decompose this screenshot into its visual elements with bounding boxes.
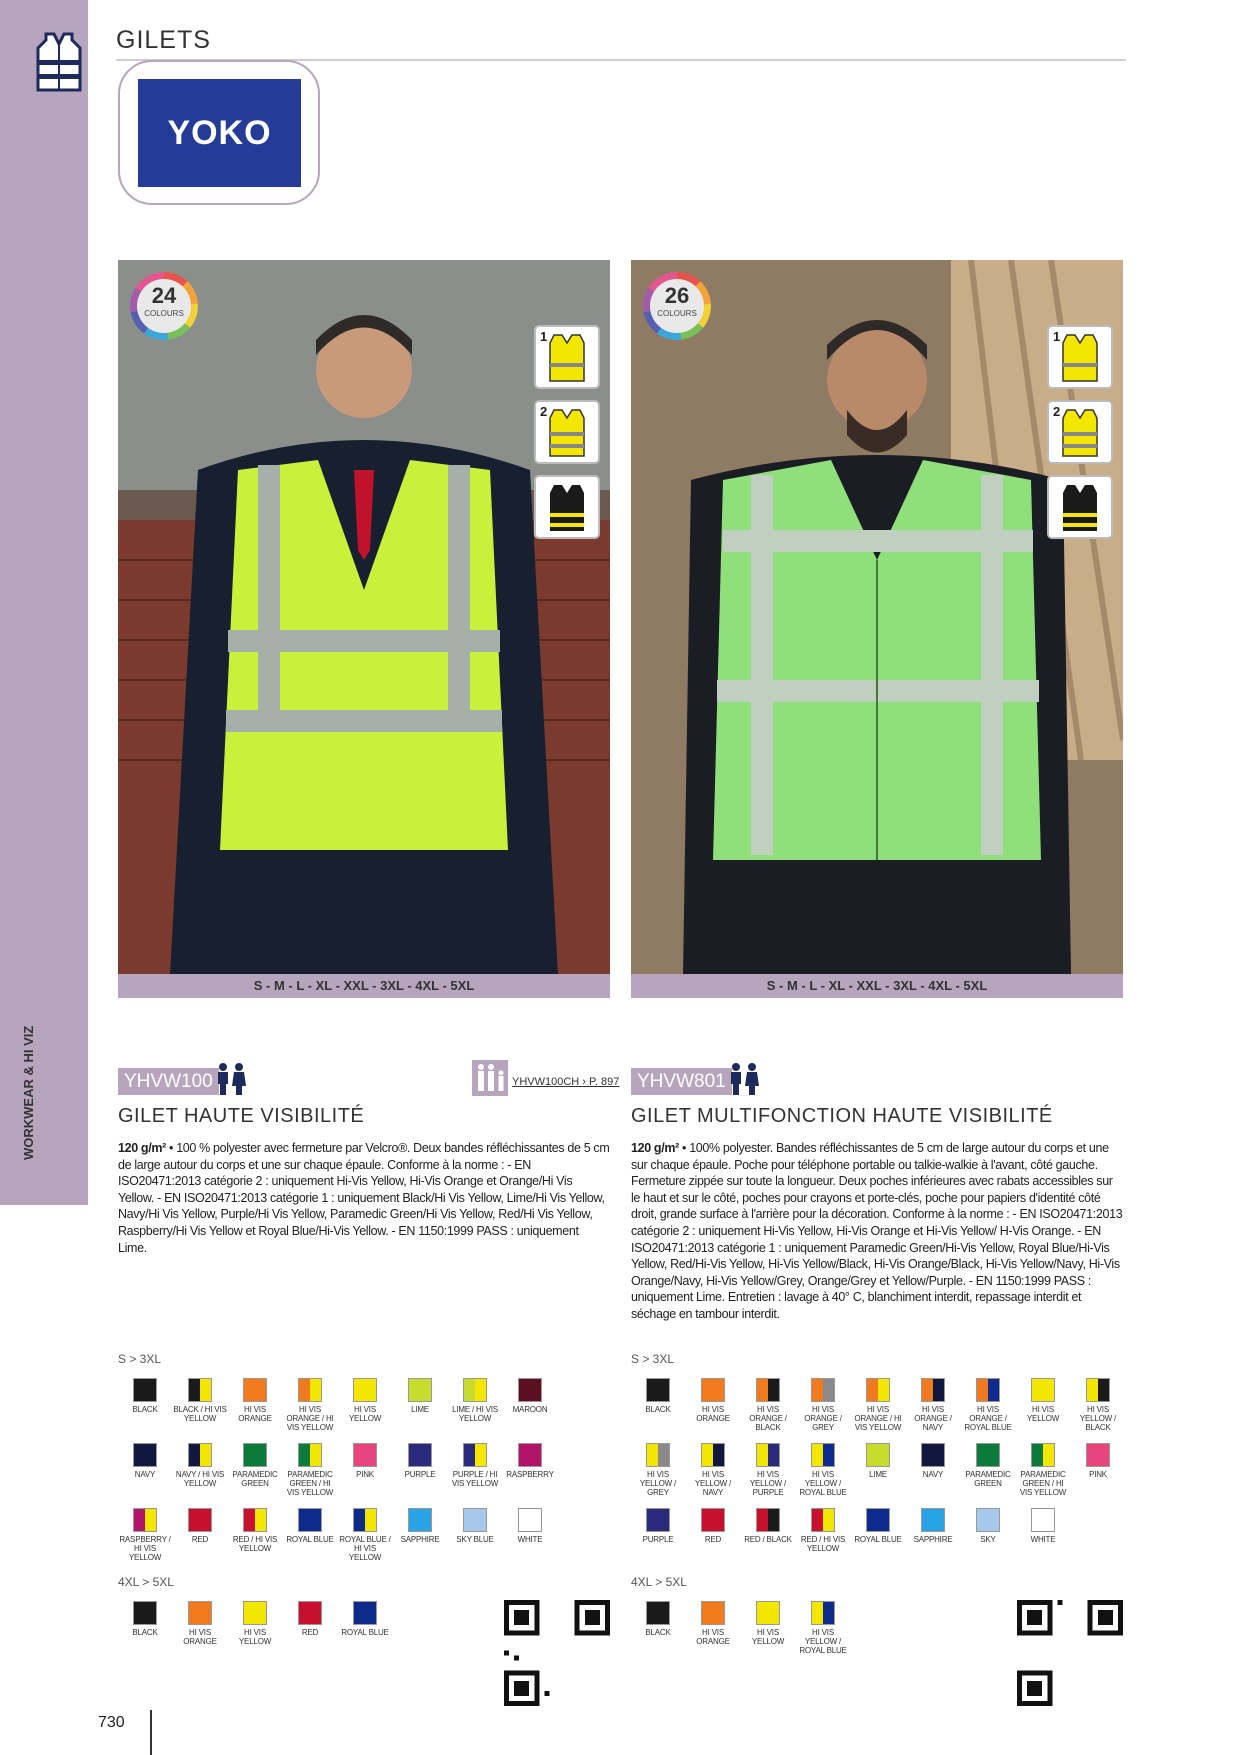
colour-chip <box>976 1443 1000 1467</box>
colour-chip <box>353 1378 377 1402</box>
colour-name: ROYAL BLUE <box>854 1535 902 1544</box>
colour-chip <box>756 1443 780 1467</box>
product-title: GILET MULTIFONCTION HAUTE VISIBILITÉ <box>631 1105 1053 1127</box>
colour-swatch <box>173 1601 227 1646</box>
colour-chip <box>976 1378 1000 1402</box>
colour-chip <box>133 1378 157 1402</box>
colour-chip <box>133 1508 157 1532</box>
colour-swatch <box>631 1601 685 1637</box>
colour-swatch <box>118 1508 172 1562</box>
colour-swatch <box>228 1508 282 1553</box>
colour-swatch <box>283 1601 337 1637</box>
colour-name: NAVY <box>922 1470 944 1479</box>
colour-name: SAPPHIRE <box>913 1535 953 1544</box>
colour-swatch <box>686 1378 740 1423</box>
colour-swatch <box>796 1601 850 1655</box>
colour-chip <box>866 1508 890 1532</box>
colour-swatch <box>851 1378 905 1432</box>
product-ref: YHVW100 <box>118 1068 219 1095</box>
colour-chip <box>756 1508 780 1532</box>
colour-swatch <box>741 1508 795 1544</box>
colour-name: PURPLE / HI VIS YELLOW <box>451 1470 499 1488</box>
colour-swatch <box>961 1508 1015 1544</box>
colour-name: RED / HI VIS YELLOW <box>232 1535 278 1553</box>
sizes-bar: S - M - L - XL - XXL - 3XL - 4XL - 5XL <box>118 974 610 998</box>
brand-logo: YOKO <box>138 79 301 187</box>
colour-name: PARAMEDIC GREEN / HI VIS YELLOW <box>286 1470 334 1497</box>
colour-name: SAPPHIRE <box>400 1535 440 1544</box>
colour-chip <box>298 1378 322 1402</box>
colour-chip <box>243 1443 267 1467</box>
colour-chip <box>646 1601 670 1625</box>
colour-name: HI VIS YELLOW <box>238 1628 272 1646</box>
colour-chip <box>701 1508 725 1532</box>
colour-name: HI VIS ORANGE / HI VIS YELLOW <box>286 1405 334 1432</box>
colour-swatch <box>686 1508 740 1544</box>
colour-name: BLACK <box>132 1628 158 1637</box>
colour-name: RASPBERRY / HI VIS YELLOW <box>119 1535 171 1562</box>
colour-name: HI VIS ORANGE <box>183 1628 217 1646</box>
colour-swatch <box>393 1508 447 1544</box>
colour-chip <box>463 1508 487 1532</box>
colour-name: ROYAL BLUE <box>341 1628 389 1637</box>
colour-swatch <box>741 1601 795 1646</box>
colour-name: LIME <box>869 1470 887 1479</box>
fabric-weight: 120 g/m² <box>118 1141 166 1155</box>
colour-chip <box>921 1508 945 1532</box>
size-range-label: S > 3XL <box>118 1352 162 1366</box>
colour-chip <box>921 1378 945 1402</box>
colour-name: HI VIS YELLOW <box>348 1405 382 1423</box>
footer-divider <box>150 1710 152 1755</box>
unisex-person-icon <box>215 1062 247 1096</box>
colour-name: SKY <box>980 1535 996 1544</box>
colour-name: PURPLE <box>642 1535 674 1544</box>
colour-name: PARAMEDIC GREEN <box>965 1470 1011 1488</box>
colour-swatch <box>283 1443 337 1497</box>
colour-chip <box>811 1378 835 1402</box>
colour-name: ROYAL BLUE / HI VIS YELLOW <box>339 1535 391 1562</box>
colour-swatch <box>796 1443 850 1497</box>
colour-swatch <box>118 1443 172 1479</box>
colour-swatch <box>631 1443 685 1497</box>
colour-swatch <box>686 1443 740 1497</box>
colour-name: BLACK <box>645 1628 671 1637</box>
colour-name: BLACK <box>645 1405 671 1414</box>
colour-name: RED <box>704 1535 722 1544</box>
product-photo-yhvw801 <box>631 260 1123 974</box>
colour-chip <box>646 1443 670 1467</box>
colour-chip <box>646 1378 670 1402</box>
colour-chip <box>1086 1378 1110 1402</box>
colour-name: RED <box>301 1628 319 1637</box>
colour-swatch <box>228 1443 282 1488</box>
colour-swatch <box>1016 1378 1070 1423</box>
colour-swatch <box>906 1508 960 1544</box>
en-1150-icon <box>534 475 600 539</box>
sidebar <box>0 0 88 1205</box>
colour-chip <box>1031 1508 1055 1532</box>
colour-swatch <box>906 1378 960 1432</box>
colour-chip <box>866 1378 890 1402</box>
colour-chip <box>518 1508 542 1532</box>
colour-swatch <box>1016 1443 1070 1497</box>
colour-swatch <box>503 1508 557 1544</box>
colour-swatch <box>796 1378 850 1432</box>
product-description <box>631 1140 1123 1323</box>
colour-chip <box>133 1601 157 1625</box>
description-text: • 100% polyester. Bandes réfléchissantes de 5 cm de large autour du corps et une sur chaque épaule. Poche pour téléphone portable ou talkie-walkie à l'avant, côté gauche. Fermeture zippée sur toute la longueur. Deux poches inférieures avec rabats accessibles sur le haut et sur le côté, poches pour crayons et porte-clés, poche pour papiers d'identité côté droit, grande surface à l'arrière pour la décoration. Conforme à la norme : - EN ISO20471:2013 catégorie 2 : uniquement Hi-Vis Yellow, Hi-Vis Orange et Hi-Vis Yellow/ H-Vis Orange. - EN ISO20471:2013 catégorie 1 : uniquement Paramedic Green/Hi-Vis Yellow, Royal Blue/Hi-Vis Yellow, Red/Hi-Vis Yellow, Hi-Vis Yellow/Black, Hi-Vis Orange/Black, Hi-Vis Yellow/Navy, Hi-Vis Orange/Navy, Hi-Vis Yellow/Grey, Orange/Grey et Yellow/Purple. - EN 1150:1999 PASS : uniquement Lime. Entretien : lavage à 40° C, blanchiment interdit, repassage interdit et séchage en tambour interdit. <box>631 1141 1123 1321</box>
qr-code[interactable] <box>1017 1600 1123 1706</box>
colour-swatch <box>741 1443 795 1497</box>
colour-chip <box>463 1443 487 1467</box>
colour-name: BLACK / HI VIS YELLOW <box>173 1405 227 1423</box>
colour-swatch <box>851 1508 905 1544</box>
product-description <box>118 1140 610 1256</box>
colour-chip <box>518 1378 542 1402</box>
colour-chip <box>756 1601 780 1625</box>
colour-chip <box>1086 1443 1110 1467</box>
colour-name: HI VIS ORANGE / NAVY <box>914 1405 952 1432</box>
colour-name: RED <box>191 1535 209 1544</box>
colour-name: RED / HI VIS YELLOW <box>800 1535 846 1553</box>
colour-chip <box>243 1601 267 1625</box>
colour-swatch <box>1016 1508 1070 1544</box>
colour-name: HI VIS ORANGE / ROYAL BLUE <box>964 1405 1012 1432</box>
colour-swatch <box>338 1601 392 1637</box>
colour-name: PARAMEDIC GREEN <box>232 1470 278 1488</box>
colour-name: BLACK <box>132 1405 158 1414</box>
colour-swatch <box>631 1508 685 1544</box>
colour-name: LIME / HI VIS YELLOW <box>452 1405 498 1423</box>
colour-swatch <box>393 1443 447 1479</box>
colour-name: NAVY <box>134 1470 156 1479</box>
colour-name: HI VIS ORANGE <box>238 1405 272 1423</box>
colour-swatch <box>118 1378 172 1414</box>
colour-chip <box>811 1508 835 1532</box>
colour-chip <box>408 1378 432 1402</box>
colour-chip <box>243 1378 267 1402</box>
colour-chip <box>921 1443 945 1467</box>
colour-name: HI VIS ORANGE / BLACK <box>749 1405 787 1432</box>
colours-count: 24 <box>151 283 177 308</box>
colour-chip <box>298 1508 322 1532</box>
colour-name: PURPLE <box>404 1470 436 1479</box>
product-ref: YHVW801 <box>631 1068 732 1095</box>
colour-swatch <box>448 1508 502 1544</box>
colour-swatch <box>631 1378 685 1414</box>
colour-swatch <box>961 1443 1015 1488</box>
colour-chip <box>518 1443 542 1467</box>
colour-name: HI VIS YELLOW / GREY <box>639 1470 677 1497</box>
kids-person-icon <box>472 1060 508 1096</box>
colour-name: PINK <box>356 1470 374 1479</box>
colour-name: HI VIS YELLOW / ROYAL BLUE <box>799 1470 847 1497</box>
size-range-label: S > 3XL <box>631 1352 675 1366</box>
colour-chip <box>701 1443 725 1467</box>
section-label: WORKWEAR & HI VIZ <box>21 1025 36 1160</box>
colour-name: ROYAL BLUE <box>286 1535 334 1544</box>
colour-name: PARAMEDIC GREEN / HI VIS YELLOW <box>1019 1470 1067 1497</box>
colour-chip <box>353 1601 377 1625</box>
colours-word: COLOURS <box>657 309 697 318</box>
colour-chip <box>243 1508 267 1532</box>
colour-chip <box>976 1508 1000 1532</box>
colour-chip <box>298 1443 322 1467</box>
colour-chip <box>463 1378 487 1402</box>
colour-chip <box>701 1378 725 1402</box>
colour-name: SKY BLUE <box>456 1535 494 1544</box>
colour-swatch <box>283 1378 337 1432</box>
cross-reference-link[interactable] <box>472 1060 620 1096</box>
colour-swatch <box>338 1443 392 1479</box>
colours-count-badge <box>643 272 711 340</box>
colour-chip <box>188 1443 212 1467</box>
page-title: GILETS <box>116 26 211 54</box>
colour-name: HI VIS YELLOW / BLACK <box>1079 1405 1117 1432</box>
colour-name: NAVY / HI VIS YELLOW <box>175 1470 225 1488</box>
colour-chip <box>701 1601 725 1625</box>
colour-swatch <box>686 1601 740 1646</box>
en-1150-icon <box>1047 475 1113 539</box>
colour-chip <box>188 1601 212 1625</box>
colour-swatch <box>796 1508 850 1553</box>
en-iso-20471-class-1-icon: 1 <box>1047 325 1113 389</box>
colour-name: RED / BLACK <box>744 1535 792 1544</box>
colour-name: HI VIS ORANGE / GREY <box>804 1405 842 1432</box>
colour-name: RASPBERRY <box>506 1470 554 1479</box>
colour-chip <box>811 1601 835 1625</box>
colour-chip <box>353 1508 377 1532</box>
colour-chip <box>1031 1443 1055 1467</box>
description-text: • 100 % polyester avec fermeture par Velcro®. Deux bandes réfléchissantes de 5 cm de large autour du corps et une sur chaque épaule. Conforme à la norme : - EN ISO20471:2013 catégorie 2 : uniquement Hi-Vis Yellow, Hi-Vis Orange et Orange/Hi Vis Yellow. - EN ISO20471:2013 catégorie 1 : uniquement Black/Hi Vis Yellow, Lime/Hi Vis Yellow, Navy/Hi Vis Yellow, Purple/Hi Vis Yellow, Paramedic Green/Hi Vis Yellow, Red/Hi Vis Yellow, Raspberry/Hi Vis Yellow et Royal Blue/Hi-Vis Yellow. - EN 1150:1999 PASS : uniquement Lime. <box>118 1141 610 1255</box>
colour-swatch <box>393 1378 447 1414</box>
colour-chip <box>353 1443 377 1467</box>
colour-swatch <box>173 1508 227 1544</box>
colour-chip <box>756 1378 780 1402</box>
colours-count-badge <box>130 272 198 340</box>
colour-chip <box>646 1508 670 1532</box>
unisex-person-icon <box>728 1062 760 1096</box>
colour-name: HI VIS ORANGE <box>696 1628 730 1646</box>
colour-name: WHITE <box>517 1535 543 1544</box>
colour-chip <box>408 1508 432 1532</box>
colour-name: PINK <box>1089 1470 1107 1479</box>
colour-name: MAROON <box>512 1405 548 1414</box>
colour-swatch <box>228 1378 282 1423</box>
colour-chip <box>133 1443 157 1467</box>
colour-swatch <box>448 1443 502 1488</box>
colour-name: HI VIS YELLOW / NAVY <box>694 1470 732 1497</box>
colours-word: COLOURS <box>144 309 184 318</box>
colour-swatch <box>173 1443 227 1488</box>
colour-chip <box>866 1443 890 1467</box>
colour-swatch <box>338 1378 392 1423</box>
size-range-label: 4XL > 5XL <box>631 1575 687 1589</box>
colour-swatch <box>1071 1378 1125 1432</box>
colour-chip <box>298 1601 322 1625</box>
colour-swatch <box>961 1378 1015 1432</box>
sizes-bar: S - M - L - XL - XXL - 3XL - 4XL - 5XL <box>631 974 1123 998</box>
size-range-label: 4XL > 5XL <box>118 1575 174 1589</box>
colour-swatch <box>906 1443 960 1479</box>
colour-swatch <box>448 1378 502 1423</box>
colour-name: HI VIS YELLOW <box>751 1628 785 1646</box>
en-iso-20471-class-2-icon: 2 <box>1047 400 1113 464</box>
colour-swatch <box>228 1601 282 1646</box>
en-iso-20471-class-2-icon: 2 <box>534 400 600 464</box>
en-iso-20471-class-1-icon: 1 <box>534 325 600 389</box>
colour-name: LIME <box>411 1405 429 1414</box>
colour-name: HI VIS ORANGE <box>696 1405 730 1423</box>
colours-count: 26 <box>664 283 690 308</box>
colour-swatch <box>503 1443 557 1479</box>
cross-reference-text[interactable]: YHVW100CH › P. 897 <box>512 1076 620 1088</box>
colour-chip <box>188 1378 212 1402</box>
colour-name: HI VIS YELLOW <box>1026 1405 1060 1423</box>
colour-chip <box>811 1443 835 1467</box>
colour-chip <box>188 1508 212 1532</box>
colour-swatch <box>1071 1443 1125 1479</box>
colour-name: WHITE <box>1030 1535 1056 1544</box>
vest-icon <box>36 30 82 94</box>
product-photo-yhvw100 <box>118 260 610 974</box>
colour-swatch <box>338 1508 392 1562</box>
colour-swatch <box>503 1378 557 1414</box>
colour-swatch <box>118 1601 172 1637</box>
fabric-weight: 120 g/m² <box>631 1141 679 1155</box>
colour-swatch <box>283 1508 337 1544</box>
qr-code[interactable] <box>504 1600 610 1706</box>
page-number: 730 <box>98 1714 125 1731</box>
colour-chip <box>408 1443 432 1467</box>
colour-name: HI VIS YELLOW / ROYAL BLUE <box>799 1628 847 1655</box>
colour-name: HI VIS ORANGE / HI VIS YELLOW <box>854 1405 902 1432</box>
colour-name: HI VIS YELLOW / PURPLE <box>749 1470 787 1497</box>
colour-chip <box>1031 1378 1055 1402</box>
colour-swatch <box>851 1443 905 1479</box>
colour-swatch <box>173 1378 227 1423</box>
colour-swatch <box>741 1378 795 1432</box>
product-title: GILET HAUTE VISIBILITÉ <box>118 1105 365 1127</box>
